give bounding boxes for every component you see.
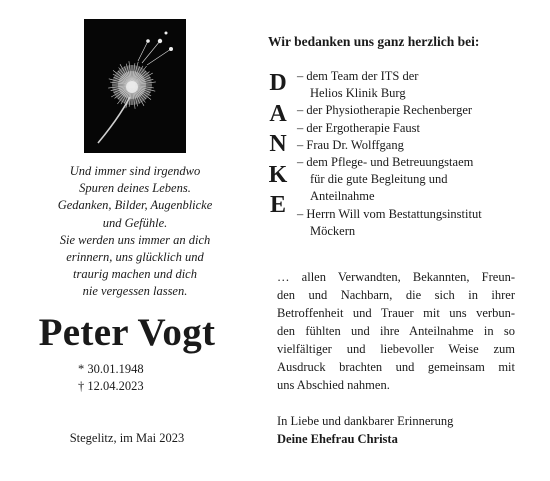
closing-line: In Liebe und dankbarer Erinnerung xyxy=(277,414,454,428)
thanks-item-continuation: Möckern xyxy=(310,223,356,238)
thanks-item: – dem Pflege- und Betreuungstaem xyxy=(297,155,474,170)
thanks-heading: Wir bedanken uns ganz herzlich bei: xyxy=(268,34,480,49)
poem-line: Sie werden uns immer an dich xyxy=(59,232,211,247)
thanks-item-continuation: Anteilnahme xyxy=(310,189,375,204)
poem-line: nie vergessen lassen. xyxy=(82,284,188,299)
paragraph-line: Ausdruck brachten und gemeinsam mit xyxy=(277,360,515,374)
paragraph-line: vielfältiger und liebevoller Weise zum xyxy=(277,342,515,356)
paragraph-line: … allen Verwandten, Bekannten, Freun- xyxy=(277,270,515,284)
poem-line: traurig machen und dich xyxy=(73,267,197,282)
danke-letter: K xyxy=(268,161,288,188)
danke-letter: A xyxy=(269,100,287,127)
thanks-item: – Frau Dr. Wolffgang xyxy=(297,137,404,152)
poem-line: Und immer sind irgendwo xyxy=(69,164,201,178)
poem-line: Spuren deines Lebens. xyxy=(79,181,191,196)
memorial-poem xyxy=(30,163,240,301)
death-date: † 12.04.2023 xyxy=(78,379,144,393)
thanks-list xyxy=(297,68,537,240)
dandelion-photo xyxy=(84,19,186,153)
dandelion-icon xyxy=(84,19,186,153)
thanks-item-continuation: Helios Klinik Burg xyxy=(310,86,406,101)
paragraph-line: den und Nachbarn, die sich in ihrer xyxy=(277,288,515,302)
danke-letter: E xyxy=(269,192,286,218)
danke-letter: D xyxy=(269,70,287,96)
thanks-item: – Herrn Will vom Bestattungsinstitut xyxy=(297,206,482,221)
poem-line: Gedanken, Bilder, Augenblicke xyxy=(57,198,213,213)
closing-block xyxy=(277,412,517,448)
signature: Deine Ehefrau Christa xyxy=(277,432,398,446)
danke-letters xyxy=(263,68,293,221)
deceased-name: Peter Vogt xyxy=(38,311,216,354)
paragraph-line: Betroffenheit und Trauer mit uns verbun- xyxy=(277,306,515,320)
poem-line: erinnern, uns glücklich und xyxy=(66,250,204,265)
paragraph-line: den fühlten und ihre Anteilnahme in so xyxy=(277,324,515,338)
danke-letter: N xyxy=(269,131,287,157)
birth-date: * 30.01.1948 xyxy=(78,362,144,376)
thanks-item: – dem Team der ITS der xyxy=(297,69,419,83)
thanks-paragraph xyxy=(277,268,515,394)
thanks-item-continuation: für die gute Begleitung und xyxy=(310,172,448,187)
poem-line: und Gefühle. xyxy=(102,215,168,230)
paragraph-line: uns Abschied nahmen. xyxy=(277,378,390,392)
thanks-item: – der Ergotherapie Faust xyxy=(297,120,420,135)
life-dates xyxy=(78,361,178,395)
place-and-date: Stegelitz, im Mai 2023 xyxy=(69,431,185,445)
thanks-item: – der Physiotherapie Rechenberger xyxy=(297,103,473,118)
